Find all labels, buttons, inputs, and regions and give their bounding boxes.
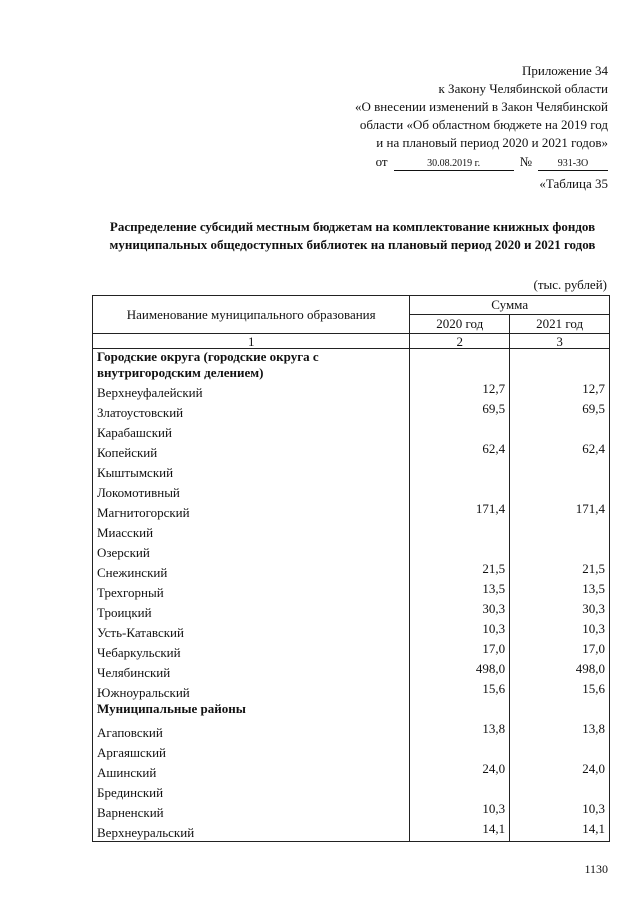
value-2020: 12,7 — [410, 381, 510, 401]
column-header-2020: 2020 год — [410, 315, 510, 334]
page-number: 1130 — [584, 862, 608, 876]
document-title: Распределение субсидий местным бюджетам на комплектование книжных фондов муниципальных общедоступных библиотек на плановый период 2020 и 2021 годов — [109, 219, 596, 252]
municipality-name: Верхнеуфалейский — [93, 381, 410, 401]
table-row — [93, 441, 610, 461]
appendix-line: и на плановый период 2020 и 2021 годов» — [376, 135, 608, 150]
from-label: от — [375, 154, 388, 169]
value-2020: 10,3 — [410, 621, 510, 641]
value-2021: 498,0 — [510, 661, 610, 681]
column-header-name: Наименование муниципального образования — [93, 296, 410, 334]
municipality-name: Чебаркульский — [93, 641, 410, 661]
value-2021 — [510, 421, 610, 441]
municipality-name: Усть-Катавский — [93, 621, 410, 641]
value-2021: 24,0 — [510, 761, 610, 781]
column-number-1: 1 — [93, 334, 410, 349]
value-2021: 171,4 — [510, 501, 610, 521]
value-2020: 62,4 — [410, 441, 510, 461]
municipality-name: Копейский — [93, 441, 410, 461]
municipality-name: Озерский — [93, 541, 410, 561]
municipality-name: Снежинский — [93, 561, 410, 581]
value-2020: 17,0 — [410, 641, 510, 661]
municipality-name: Миасский — [93, 521, 410, 541]
table-row — [93, 781, 610, 801]
value-2020: 14,1 — [410, 821, 510, 842]
value-2021: 21,5 — [510, 561, 610, 581]
section-row — [93, 349, 610, 382]
table-row — [93, 421, 610, 441]
table-row — [93, 681, 610, 701]
value-2020 — [410, 541, 510, 561]
value-2021: 14,1 — [510, 821, 610, 842]
municipality-name: Челябинский — [93, 661, 410, 681]
municipality-name: Верхнеуральский — [93, 821, 410, 842]
table-row — [93, 561, 610, 581]
value-2020: 498,0 — [410, 661, 510, 681]
value-2020: 21,5 — [410, 561, 510, 581]
table-row — [93, 461, 610, 481]
table-row — [93, 821, 610, 842]
value-2021: 13,5 — [510, 581, 610, 601]
column-header-sum: Сумма — [410, 296, 610, 315]
law-date: 30.08.2019 г. — [394, 158, 514, 171]
table-row — [93, 481, 610, 501]
value-2021: 10,3 — [510, 801, 610, 821]
subsidy-table — [92, 295, 610, 842]
municipality-name: Троицкий — [93, 601, 410, 621]
value-2020 — [410, 421, 510, 441]
value-2021: 15,6 — [510, 681, 610, 701]
value-2020 — [410, 781, 510, 801]
value-2021 — [510, 481, 610, 501]
appendix-line: Приложение 34 — [521, 63, 608, 78]
table-body — [93, 349, 610, 842]
table-row — [93, 641, 610, 661]
municipality-name: Златоустовский — [93, 401, 410, 421]
value-2020 — [410, 461, 510, 481]
value-2020: 171,4 — [410, 501, 510, 521]
table-row — [93, 501, 610, 521]
column-header-2021: 2021 год — [510, 315, 610, 334]
municipality-name: Карабашский — [93, 421, 410, 441]
value-2021: 30,3 — [510, 601, 610, 621]
value-2021: 17,0 — [510, 641, 610, 661]
value-2020: 24,0 — [410, 761, 510, 781]
table-row — [93, 721, 610, 741]
table-row — [93, 761, 610, 781]
units-label: (тыс. рублей) — [533, 277, 607, 292]
municipality-name: Трехгорный — [93, 581, 410, 601]
value-2020 — [410, 481, 510, 501]
municipality-name: Городские округа (городские округа с внутригородским делением) — [93, 349, 410, 382]
table-row — [93, 801, 610, 821]
section-row — [93, 701, 610, 721]
municipality-name: Брединский — [93, 781, 410, 801]
value-2020: 30,3 — [410, 601, 510, 621]
value-2021 — [510, 541, 610, 561]
municipality-name: Агаповский — [93, 721, 410, 741]
municipality-name: Ашинский — [93, 761, 410, 781]
value-2020: 15,6 — [410, 681, 510, 701]
table-reference: «Таблица 35 — [539, 176, 608, 191]
municipality-name: Кыштымский — [93, 461, 410, 481]
municipality-name: Аргаяшский — [93, 741, 410, 761]
value-2020: 10,3 — [410, 801, 510, 821]
value-2021: 13,8 — [510, 721, 610, 741]
municipality-name: Магнитогорский — [93, 501, 410, 521]
value-2021 — [510, 701, 610, 721]
municipality-name: Локомотивный — [93, 481, 410, 501]
value-2021: 12,7 — [510, 381, 610, 401]
value-2020: 13,8 — [410, 721, 510, 741]
table-row — [93, 381, 610, 401]
appendix-line: области «Об областном бюджете на 2019 год — [359, 117, 608, 132]
value-2020 — [410, 349, 510, 382]
value-2021 — [510, 461, 610, 481]
table-row — [93, 541, 610, 561]
table-row — [93, 601, 610, 621]
value-2020 — [410, 521, 510, 541]
value-2021: 10,3 — [510, 621, 610, 641]
value-2020 — [410, 741, 510, 761]
value-2021 — [510, 781, 610, 801]
value-2020: 69,5 — [410, 401, 510, 421]
law-reference — [278, 153, 608, 171]
table-row — [93, 621, 610, 641]
table-row — [93, 741, 610, 761]
value-2021: 62,4 — [510, 441, 610, 461]
table-row — [93, 581, 610, 601]
column-number-3: 3 — [510, 334, 610, 349]
municipality-name: Варненский — [93, 801, 410, 821]
law-number: 931-ЗО — [538, 158, 608, 171]
column-number-2: 2 — [410, 334, 510, 349]
appendix-line: «О внесении изменений в Закон Челябинской — [354, 99, 608, 114]
appendix-line: к Закону Челябинской области — [438, 81, 608, 96]
value-2021 — [510, 521, 610, 541]
value-2020 — [410, 701, 510, 721]
table-row — [93, 661, 610, 681]
municipality-name: Южноуральский — [93, 681, 410, 701]
value-2020: 13,5 — [410, 581, 510, 601]
municipality-name: Муниципальные районы — [93, 701, 410, 721]
value-2021: 69,5 — [510, 401, 610, 421]
value-2021 — [510, 741, 610, 761]
table-row — [93, 401, 610, 421]
table-row — [93, 521, 610, 541]
appendix-header — [278, 62, 608, 171]
value-2021 — [510, 349, 610, 382]
number-label: № — [519, 154, 532, 169]
